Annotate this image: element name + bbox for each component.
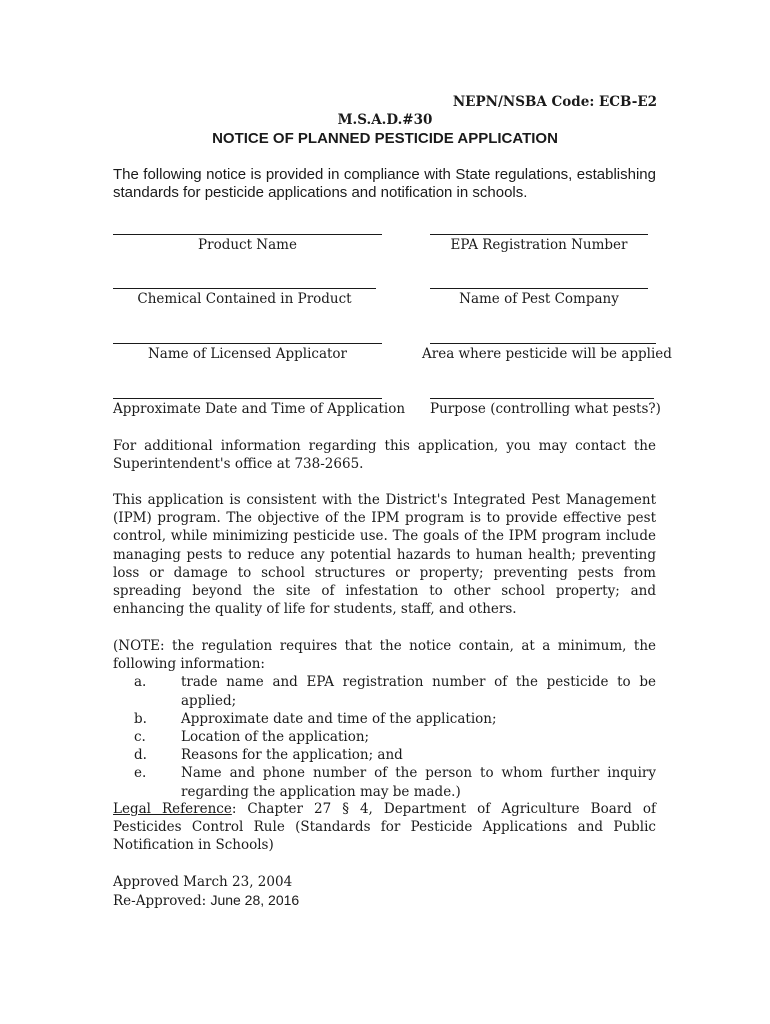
page-title: NOTICE OF PLANNED PESTICIDE APPLICATION xyxy=(212,130,558,147)
purpose-field xyxy=(430,398,661,417)
district-name: M.S.A.D.#30 xyxy=(337,112,433,128)
applicator-line xyxy=(113,343,382,344)
product-name-label: Product Name xyxy=(198,237,297,253)
requirements-list xyxy=(113,673,656,800)
note-intro: (NOTE: the regulation requires that the notice contain, at a minimum, the following information: xyxy=(113,638,656,673)
list-item xyxy=(113,728,656,746)
applicator-label: Name of Licensed Applicator xyxy=(147,346,348,362)
list-item xyxy=(113,673,656,709)
chemical-label: Chemical Contained in Product xyxy=(137,291,352,307)
pest-company-line xyxy=(430,288,648,289)
product-name-line xyxy=(113,234,382,235)
date-time-field xyxy=(113,398,406,417)
chemical-field xyxy=(113,288,376,307)
list-item-text: Reasons for the application; and xyxy=(181,747,403,764)
list-item-text: Location of the application; xyxy=(181,729,370,746)
area-line xyxy=(430,343,656,344)
pest-company-field xyxy=(430,288,648,307)
approval-block xyxy=(113,873,299,910)
list-item-text: Approximate date and time of the application; xyxy=(181,710,497,727)
approved-date: Approved March 23, 2004 xyxy=(113,874,293,890)
policy-code: NEPN/NSBA Code: ECB-E2 xyxy=(452,94,657,110)
list-marker: a. xyxy=(134,674,147,691)
reapproved-label: Re-Approved: xyxy=(113,893,211,910)
epa-registration-field xyxy=(430,234,648,253)
purpose-label: Purpose (controlling what pests?) xyxy=(430,401,661,417)
legal-reference xyxy=(113,800,656,855)
epa-registration-line xyxy=(430,234,648,235)
list-item-text: trade name and EPA registration number of the pesticide to be applied; xyxy=(181,674,656,709)
product-name-field xyxy=(113,234,382,253)
list-marker: e. xyxy=(134,765,147,782)
ipm-paragraph: This application is consistent with the District's Integrated Pest Management (IPM) program. The objective of the IPM program is to provide effective pest control, while minimizing pesticide use. The goals of the IPM program include managing pests to reduce any potential hazards to human health; preventing loss or damage to school structures or property; preventing pests from spreading beyond the site of infestation to other school property; and enhancing the quality of life for students, staff, and others. xyxy=(113,492,656,618)
purpose-line xyxy=(430,398,654,399)
chemical-line xyxy=(113,288,376,289)
date-time-label: Approximate Date and Time of Application xyxy=(113,401,406,417)
date-time-line xyxy=(113,398,382,399)
list-marker: b. xyxy=(134,710,147,727)
list-item xyxy=(113,710,656,728)
applicator-field xyxy=(113,343,382,362)
pest-company-label: Name of Pest Company xyxy=(459,291,619,307)
list-item xyxy=(113,764,656,800)
reapproved-line xyxy=(113,891,299,910)
epa-registration-label: EPA Registration Number xyxy=(450,237,628,253)
intro-paragraph: The following notice is provided in compliance with State regulations, establishing standards for pesticide applications and notification in schools. xyxy=(113,166,656,201)
list-marker: d. xyxy=(134,747,147,764)
reapproved-date: June 28, 2016 xyxy=(210,892,300,909)
area-label: Area where pesticide will be applied xyxy=(422,346,672,362)
area-field xyxy=(422,343,672,362)
list-item-text: Name and phone number of the person to whom further inquiry regarding the application may be made.) xyxy=(181,765,656,800)
note-section xyxy=(113,637,656,801)
list-item xyxy=(113,746,656,764)
legal-reference-text: : Chapter 27 § 4, Department of Agriculture Board of Pesticides Control Rule (Standards for Pesticide Applications and Public Notification in Schools) xyxy=(113,801,656,854)
legal-reference-label: Legal Reference xyxy=(113,801,232,817)
list-marker: c. xyxy=(134,729,146,746)
contact-paragraph: For additional information regarding this application, you may contact the Superintendent's office at 738-2665. xyxy=(113,438,656,473)
